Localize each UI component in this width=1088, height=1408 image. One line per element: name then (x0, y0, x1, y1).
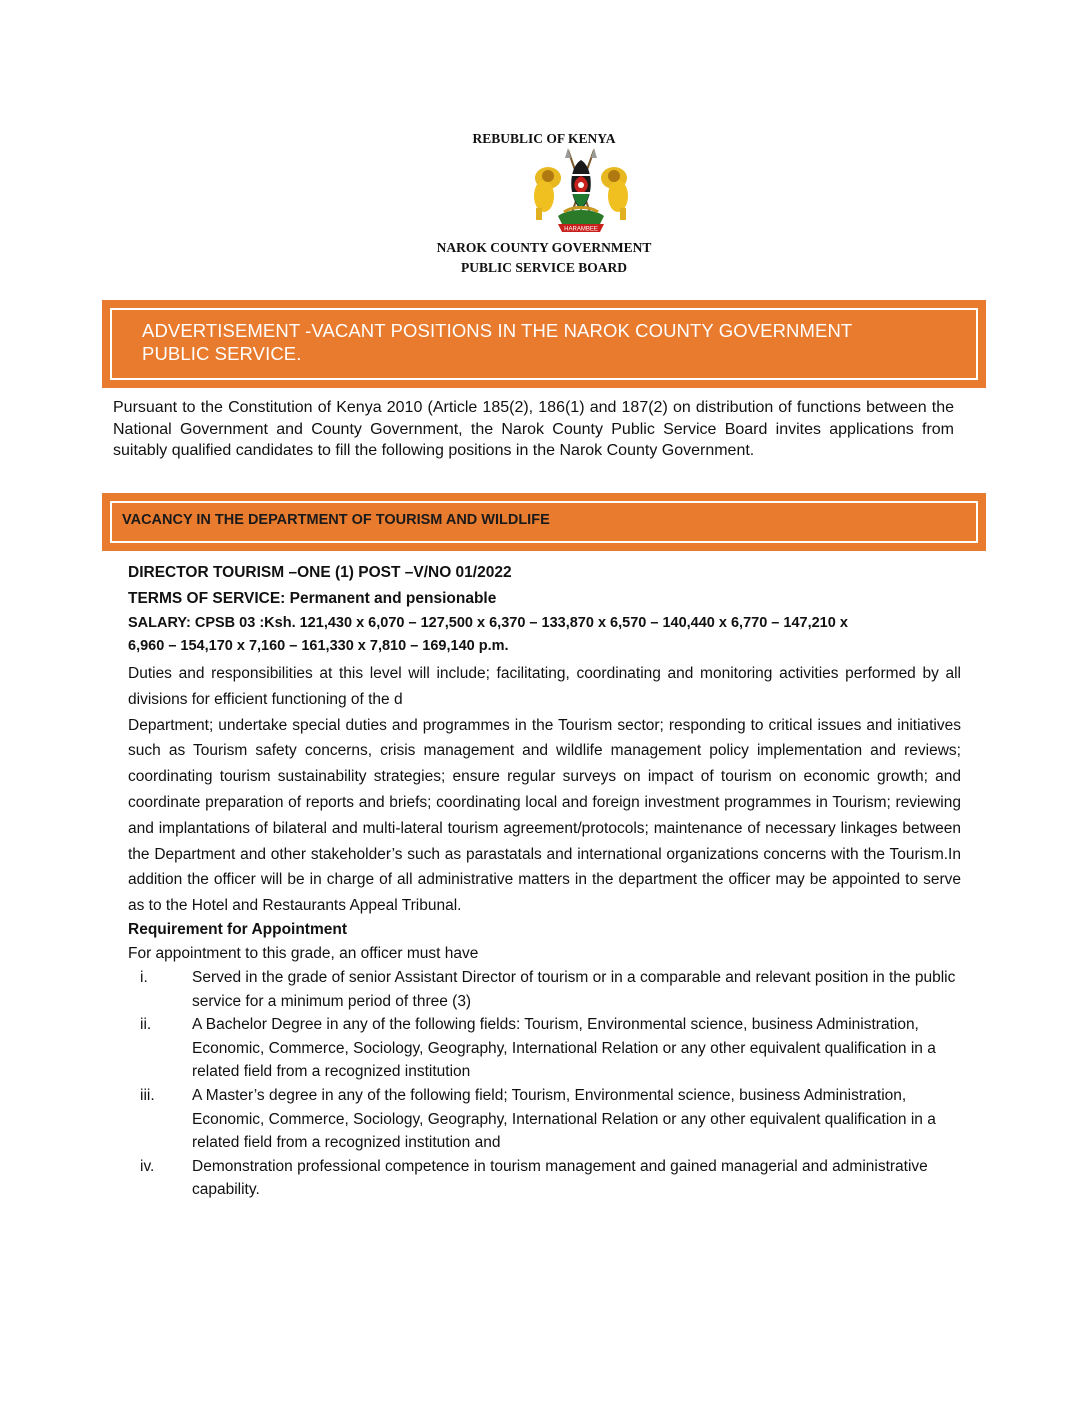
republic-heading: REBUBLIC OF KENYA (472, 131, 616, 146)
salary-line1: Ksh. 121,430 x 6,070 – 127,500 x 6,370 – 133,870 x 6,570 – 140,440 x 6,770 – 147,210 x (264, 615, 848, 631)
advertisement-banner (102, 300, 986, 388)
terms-of-service (128, 585, 961, 612)
list-item: iii. A Master’s degree in any of the following field; Tourism, Environmental science, business Administration, Economic, Commerce, Sociology, Geography, International Relation or any other equivalent qualification in a related field from a recognized institution and (140, 1086, 936, 1152)
advertisement-title-line1: ADVERTISEMENT -VACANT POSITIONS IN THE NAROK COUNTY GOVERNMENT (142, 320, 853, 341)
coat-of-arms-motto: HARAMBEE (564, 226, 598, 233)
position-title: DIRECTOR TOURISM –ONE (1) POST –V/NO 01/2022 (128, 564, 512, 581)
requirements-heading: Requirement for Appointment (128, 920, 348, 938)
duties-intro: Duties and responsibilities at this level will include; facilitating, coordinating and monitoring activities performed by all divisions for efficient functioning of the d (128, 665, 961, 708)
salary-scale (128, 612, 961, 658)
vacancy-department-banner (102, 493, 986, 551)
salary-label: SALARY: CPSB 03 : (128, 615, 265, 631)
terms-value: Permanent and pensionable (289, 590, 497, 607)
terms-label: TERMS OF SERVICE: (128, 590, 286, 607)
requirements-intro: For appointment to this grade, an officer must have (128, 944, 479, 962)
list-item: i. Served in the grade of senior Assistant Director of tourism or in a comparable and relevant position in the public service for a minimum period of three (3) (140, 968, 956, 1010)
kenya-coat-of-arms-icon (528, 146, 634, 234)
board-heading: PUBLIC SERVICE BOARD (460, 260, 628, 275)
vacancy-department-title: VACANCY IN THE DEPARTMENT OF TOURISM AND WILDLIFE (122, 512, 550, 528)
county-heading: NAROK COUNTY GOVERNMENT (436, 240, 652, 255)
duties-body: Department; undertake special duties and programmes in the Tourism sector; responding to critical issues and initiatives such as Tourism safety concerns, crisis management and wildlife management policy implementation and reviews; coordinating tourism sustainability strategies; ensure regular surveys on impact of tourism on economic growth; and coordinate preparation of reports and briefs; coordinating local and foreign investment programmes in Tourism; reviewing and implantations of bilateral and multi-lateral tourism agreement/protocols; maintenance of necessary linkages between the Department and other stakeholder’s such as parastatals and international organizations concerns with the Tourism.In addition the officer will be in charge of all administrative matters in the department the officer may be appointed to serve as to the Hotel and Restaurants Appeal Tribunal. (128, 716, 961, 915)
list-item: iv. Demonstration professional competence in tourism management and gained managerial and administrative capability. (140, 1157, 928, 1199)
advertisement-title-line2: PUBLIC SERVICE. (142, 343, 302, 364)
intro-paragraph: Pursuant to the Constitution of Kenya 2010 (Article 185(2), 186(1) and 187(2) on distribution of functions between the National Government and County Government, the Narok County Public Service Board invites applications from suitably qualified candidates to fill the following positions in the Narok County Government. (113, 399, 954, 460)
list-item: ii. A Bachelor Degree in any of the following fields: Tourism, Environmental science, business Administration, Economic, Commerce, Sociology, Geography, International Relation or any other equivalent qualification in a related field from a recognized institution (140, 1016, 936, 1081)
requirements-list (128, 966, 961, 1202)
position-details (128, 561, 961, 1202)
salary-line2: 6,960 – 154,170 x 7,160 – 161,330 x 7,810 – 169,140 p.m. (128, 638, 509, 654)
